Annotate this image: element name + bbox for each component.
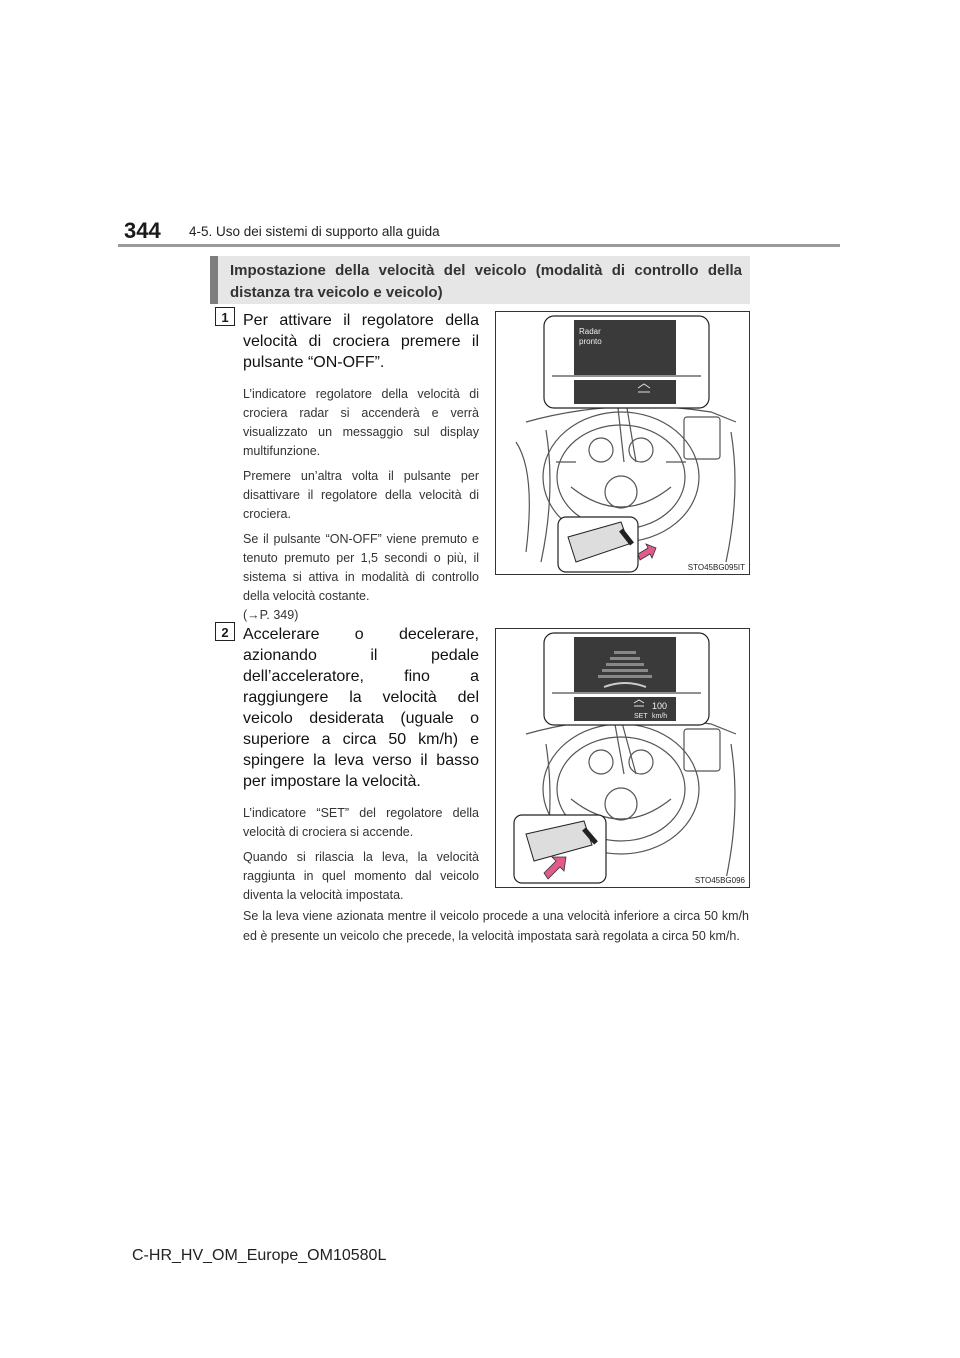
chapter-heading: 4-5. Uso dei sistemi di supporto alla guida [189,224,440,239]
ref-page: P. 349) [259,608,299,622]
figure-cruise-on-illustration [496,312,750,575]
ref-open-paren: ( [243,608,248,622]
section-heading-box [210,256,750,304]
step-1-note: Se il pulsante “ON-OFF” viene premuto e tenuto premuto per 1,5 secondi o più, il sistema si attiva in modalità di controllo della velocità costante. [243,532,479,603]
step-1-note: L’indicatore regolatore della velocità di crociera radar si accenderà e verrà visualizzato un messaggio sul display multifunzione. [243,387,479,458]
figure-set-speed [495,628,750,888]
step-1-note: Premere un’altra volta il pulsante per disattivare il regolatore della velocità di crociera. [243,469,479,521]
step-1-instruction: Per attivare il regolatore della velocità di crociera premere il pulsante “ON-OFF”. [243,312,479,371]
step-2-instruction: Accelerare o decelerare, azionando il pedale dell’acceleratore, fino a raggiungere la velocità del veicolo desiderata (uguale o superiore a circa 50 km/h) e spingere la leva verso il basso per impostare la velocità. [243,626,479,790]
figure-code: STO45BG095IT [687,563,745,572]
press-arrow-icon [638,544,656,560]
set-speed-value: 100 [652,701,668,711]
step-number-2: 2 [215,622,235,641]
section-title: Impostazione della velocità del veicolo (modalità di controllo della distanza tra veicolo e veicolo) [230,262,742,301]
display-text-ready: pronto [579,337,602,346]
step-2-text [243,624,479,911]
arrow-right-icon: → [247,608,260,622]
document-footer: C-HR_HV_OM_Europe_OM10580L [132,1247,387,1264]
header-rule [118,244,840,247]
step-number-1: 1 [215,307,235,326]
page-number: 344 [124,218,161,243]
figure-cruise-on [495,311,750,575]
step-1-text [243,310,479,631]
page-reference [243,606,479,625]
speed-unit: km/h [652,713,668,720]
bottom-note: Se la leva viene azionata mentre il veicolo procede a una velocità inferiore a circa 50 km/h ed è presente un veicolo che precede, la velocità impostata sarà regolata a circa 50 km/h. [243,909,749,943]
display-text-radar: Radar [579,327,601,336]
set-label: SET [634,713,648,720]
step-2-note: Quando si rilascia la leva, la velocità raggiunta in quel momento dal veicolo diventa la velocità impostata. [243,850,479,902]
step-2-note: L’indicatore “SET” del regolatore della velocità di crociera si accende. [243,806,479,839]
figure-set-speed-illustration [496,629,750,888]
figure-code: STO45BG096 [694,876,745,885]
